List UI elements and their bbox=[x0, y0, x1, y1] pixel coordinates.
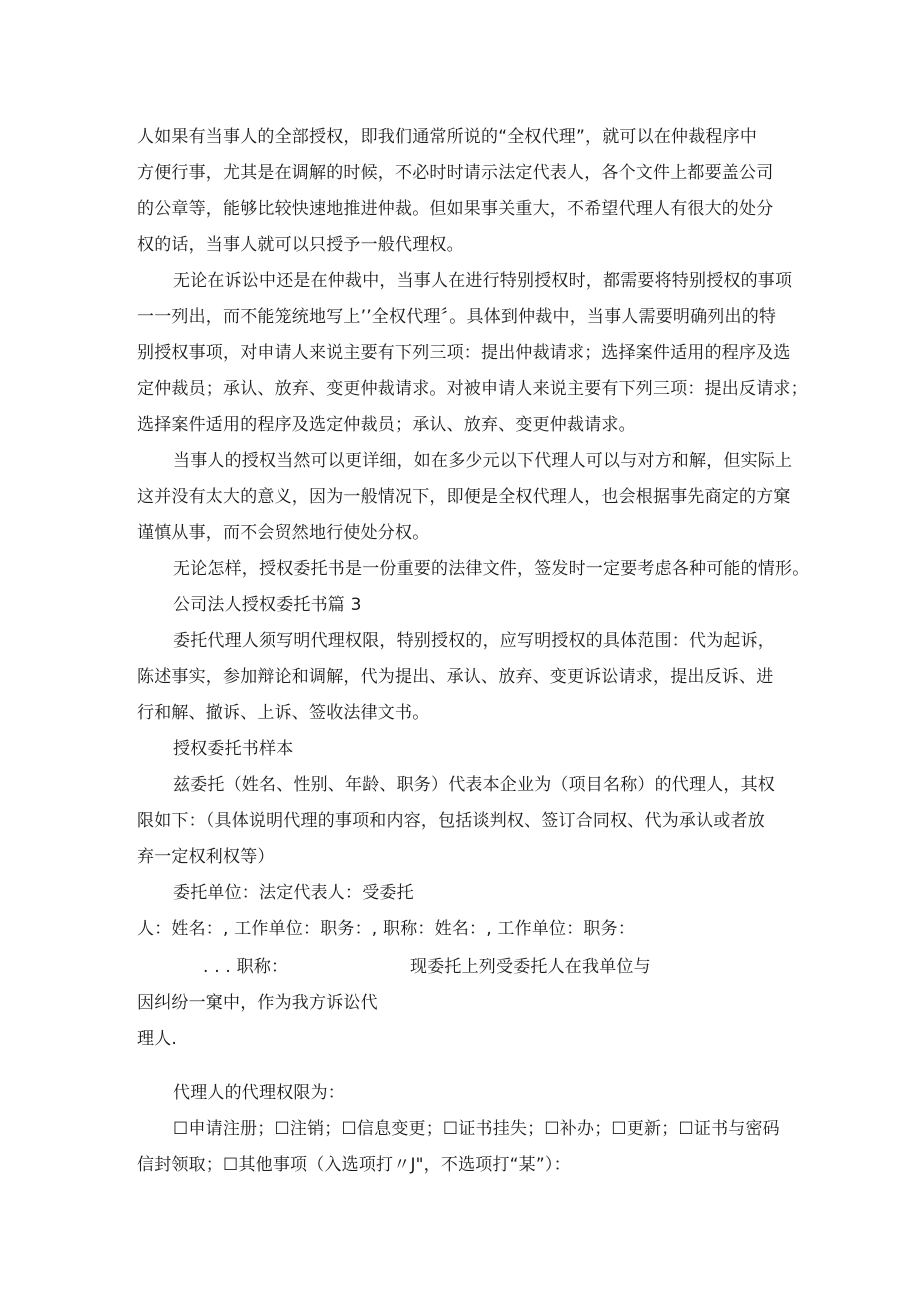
paragraph-5-line-3: 行和解、撤诉、上诉、签收法律文书。 bbox=[137, 703, 430, 723]
paragraph-1-line-3: 的公章等，能够比较快速地推进仲裁。但如果事关重大，不希望代理人有很大的处分 bbox=[137, 199, 774, 219]
paragraph-5-line-1: 委托代理人须写明代理权限，特别授权的，应写明授权的具体范围：代为起诉， bbox=[173, 631, 775, 651]
form-line-2: 人：姓名：, 工作单位：职务：, 职称：姓名：, 工作单位：职务： bbox=[137, 919, 636, 939]
paragraph-3-line-3: 谨慎从事，而不会贸然地行使处分权。 bbox=[137, 523, 430, 543]
paragraph-4: 无论怎样，授权委托书是一份重要的法律文件，签发时一定要考虑各种可能的情形。 bbox=[173, 559, 810, 579]
scope-options-line-2: 信封领取；☐其他事项（入选项打〃J"，不选项打“某”）： bbox=[137, 1155, 571, 1175]
scope-title: 代理人的代理权限为： bbox=[173, 1083, 345, 1103]
form-line-1: 委托单位：法定代表人：受委托 bbox=[173, 883, 414, 903]
section-heading: 公司法人授权委托书篇 3 bbox=[173, 595, 362, 615]
paragraph-2-line-1: 无论在诉讼中还是在仲裁中，当事人在进行特别授权时，都需要将特别授权的事项 bbox=[173, 271, 793, 291]
paragraph-6-line-3: 弃一定权利权等） bbox=[137, 847, 275, 867]
paragraph-5-line-2: 陈述事实，参加辩论和调解，代为提出、承认、放弃、变更诉讼请求，提出反诉、进 bbox=[137, 667, 774, 687]
form-line-3-right: 现委托上列受委托人在我单位与 bbox=[410, 957, 651, 977]
paragraph-1-line-2: 方便行事，尤其是在调解的时候，不必时时请示法定代表人，各个文件上都要盖公司 bbox=[137, 163, 774, 183]
paragraph-2-line-4: 定仲裁员；承认、放弃、变更仲裁请求。对被申请人来说主要有下列三项：提出反请求； bbox=[137, 379, 808, 399]
paragraph-1-line-1: 人如果有当事人的全部授权，即我们通常所说的“全权代理”，就可以在仲裁程序中 bbox=[137, 127, 758, 147]
paragraph-3-line-2: 这并没有太大的意义，因为一般情况下，即便是全权代理人，也会根据事先商定的方窠 bbox=[137, 487, 791, 507]
paragraph-2-line-5: 选择案件适用的程序及选定仲裁员；承认、放弃、变更仲裁请求。 bbox=[137, 415, 636, 435]
paragraph-6-line-2: 限如下：（具体说明代理的事项和内容，包括谈判权、签订合同权、代为承认或者放 bbox=[137, 811, 765, 831]
form-line-5: 理人. bbox=[137, 1029, 178, 1049]
form-line-4: 因纠纷一窠中，作为我方诉讼代 bbox=[137, 993, 378, 1013]
paragraph-2-line-2: 一一列出，而不能笼统地写上’’全权代理〞。具体到仲裁中，当事人需要明确列出的特 bbox=[137, 307, 777, 327]
paragraph-6-line-1: 兹委托（姓名、性别、年龄、职务）代表本企业为（项目名称）的代理人，其权 bbox=[173, 775, 775, 795]
paragraph-3-line-1: 当事人的授权当然可以更详细，如在多少元以下代理人可以与对方和解，但实际上 bbox=[173, 451, 793, 471]
scope-options-line-1: ☐申请注册；☐注销；☐信息变更；☐证书挂失；☐补办；☐更新；☐证书与密码 bbox=[173, 1119, 780, 1139]
paragraph-2-line-3: 别授权事项，对申请人来说主要有下列三项：提出仲裁请求；选择案件适用的程序及选 bbox=[137, 343, 791, 363]
paragraph-1-line-4: 权的话，当事人就可以只授予一般代理权。 bbox=[137, 235, 464, 255]
form-line-3-left: . . . 职称： bbox=[203, 957, 289, 977]
sample-title: 授权委托书样本 bbox=[173, 739, 294, 759]
